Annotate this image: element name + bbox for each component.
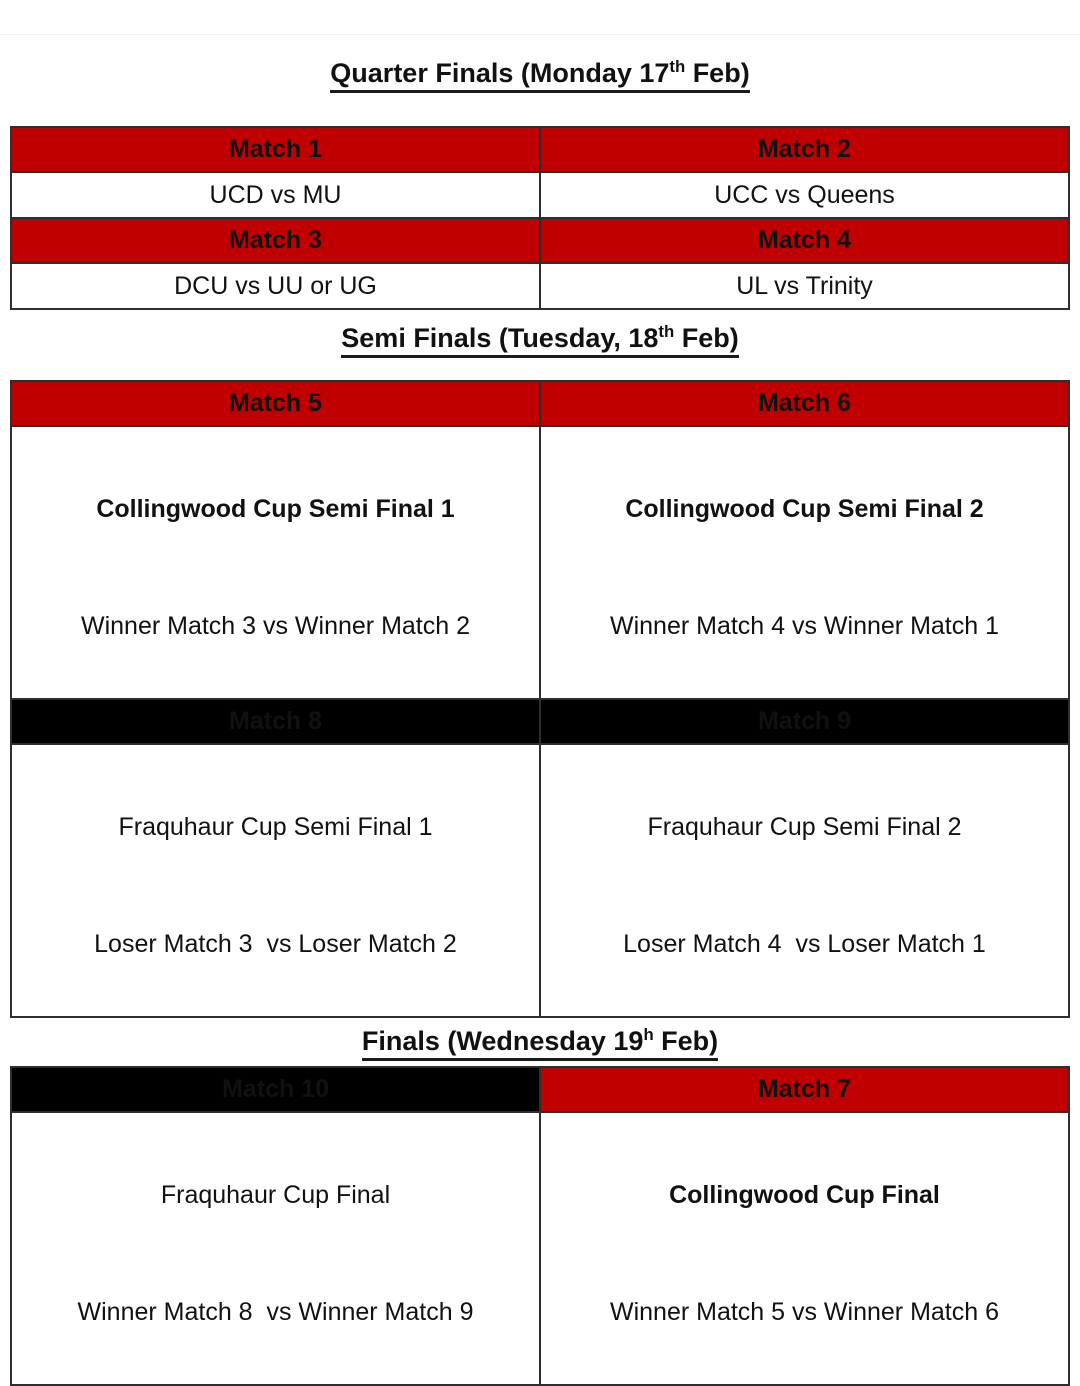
finals-title-text: Finals (Wednesday 19$^h$ Feb) [362, 1026, 718, 1061]
quarter-finals-header-row-1 [11, 127, 1069, 172]
quarter-finals-title-superscript: th [669, 57, 686, 76]
collingwood-semi-2-title: Collingwood Cup Semi Final 2 [625, 495, 984, 523]
semi-finals-table [10, 380, 1070, 1018]
quarter-finals-fixture-row-2 [11, 263, 1069, 309]
finals-fixture-row [11, 1112, 1069, 1385]
match-2-header: Match 2 [540, 127, 1069, 172]
fraquhaur-semi-row [11, 744, 1069, 1017]
match-6-header: Match 6 [540, 381, 1069, 426]
collingwood-semi-2-fixture: Winner Match 4 vs Winner Match 1 [609, 612, 999, 640]
finals-header-row [11, 1067, 1069, 1112]
collingwood-semi-1-fixture: Winner Match 3 vs Winner Match 2 [80, 612, 470, 640]
semi-finals-title-superscript: th [658, 322, 675, 341]
collingwood-semi-1-cell [11, 426, 540, 699]
collingwood-semi-row [11, 426, 1069, 699]
semi-finals-title [10, 322, 1070, 354]
quarter-finals-fixture-row-1 [11, 172, 1069, 218]
fraquhaur-semi-2-fixture: Loser Match 4 vs Loser Match 1 [623, 930, 986, 958]
collingwood-final-title: Collingwood Cup Final [669, 1181, 940, 1209]
match-1-teams: UCD vs MU [11, 172, 540, 218]
match-5-header: Match 5 [11, 381, 540, 426]
match-8-header: Match 8 [11, 699, 540, 744]
fraquhaur-semi-2-cell [540, 744, 1069, 1017]
match-4-teams: UL vs Trinity [540, 263, 1069, 309]
quarter-finals-title [10, 57, 1070, 89]
fraquhaur-semi-1-title: Fraquhaur Cup Semi Final 1 [118, 813, 433, 841]
match-3-header: Match 3 [11, 218, 540, 263]
semi-finals-header-row-2 [11, 699, 1069, 744]
fraquhaur-final-title: Fraquhaur Cup Final [160, 1181, 391, 1209]
fraquhaur-semi-2-title: Fraquhaur Cup Semi Final 2 [647, 813, 962, 841]
quarter-finals-table [10, 126, 1070, 310]
collingwood-semi-1-title: Collingwood Cup Semi Final 1 [96, 495, 455, 523]
fraquhaur-semi-1-fixture: Loser Match 3 vs Loser Match 2 [94, 930, 457, 958]
page-top-divider [0, 0, 1080, 35]
collingwood-semi-2-cell [540, 426, 1069, 699]
semi-finals-section [10, 322, 1070, 1018]
match-4-header: Match 4 [540, 218, 1069, 263]
finals-section [10, 1025, 1070, 1386]
match-9-header: Match 9 [540, 699, 1069, 744]
quarter-finals-header-row-2 [11, 218, 1069, 263]
match-2-teams: UCC vs Queens [540, 172, 1069, 218]
schedule-content [0, 57, 1080, 1386]
fraquhaur-final-cell [11, 1112, 540, 1385]
collingwood-final-fixture: Winner Match 5 vs Winner Match 6 [609, 1298, 999, 1326]
collingwood-final-cell [540, 1112, 1069, 1385]
quarter-finals-title-text: Quarter Finals (Monday 17th Feb) [330, 58, 749, 93]
fraquhaur-final-fixture: Winner Match 8 vs Winner Match 9 [77, 1298, 474, 1326]
finals-table [10, 1066, 1070, 1386]
fraquhaur-semi-1-cell [11, 744, 540, 1017]
quarter-finals-section [10, 57, 1070, 310]
match-7-header: Match 7 [540, 1067, 1069, 1112]
semi-finals-title-text: Semi Finals (Tuesday, 18th Feb) [341, 323, 738, 358]
match-10-header: Match 10 [11, 1067, 540, 1112]
match-1-header: Match 1 [11, 127, 540, 172]
match-3-teams: DCU vs UU or UG [11, 263, 540, 309]
semi-finals-header-row-1 [11, 381, 1069, 426]
finals-title-superscript: h [643, 1025, 654, 1044]
finals-title [10, 1025, 1070, 1057]
